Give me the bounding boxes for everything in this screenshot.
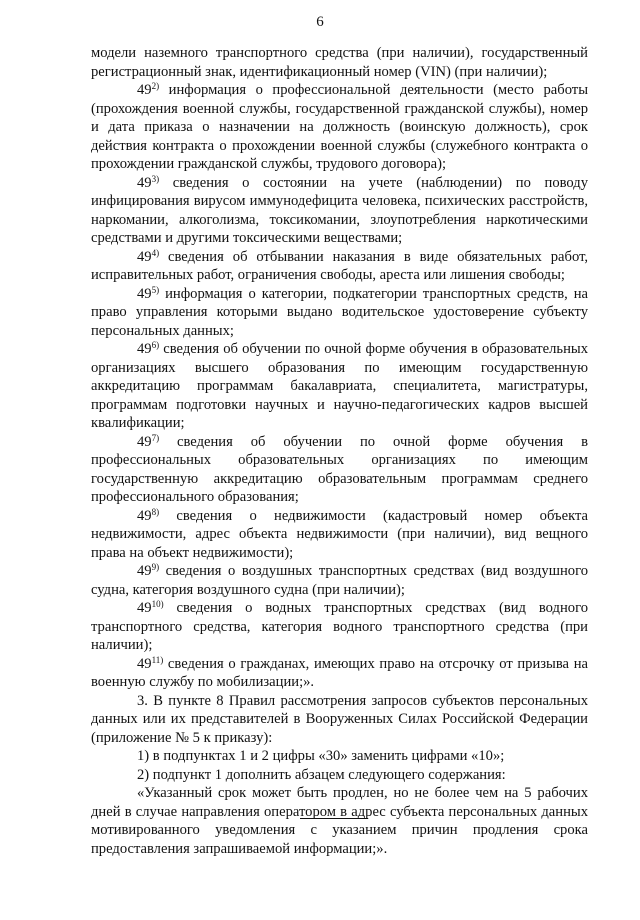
paragraph (91, 784, 588, 858)
paragraph-text: информация о профессиональной деятельности (место работы (прохождения военной службы, государственной гражданской службы), номер и дата приказа о назначении на должность (воинскую должность), срок действия контракта о прохождении военной службы (служебного контракта о прохождении гражданской службы, трудового договора); (91, 82, 588, 172)
paragraph (91, 562, 588, 599)
item-number: 49 (137, 507, 152, 524)
paragraph (91, 174, 588, 248)
item-superscript: 5) (151, 284, 160, 295)
paragraph (91, 248, 588, 285)
item-superscript: 7) (151, 432, 160, 443)
item-number: 49 (137, 433, 152, 450)
paragraph-text: «Указанный срок может быть продлен, но не более чем на 5 рабочих дней в случае направления оператором в адрес субъекта персональных данных мотивированного уведомления с указанием причин продления срока предоставления запрашиваемой информации;». (91, 785, 588, 857)
paragraph-text: информация о категории, подкатегории транспортных средств, на право управления которыми выдано водительское удостоверение субъекту персональных данных; (91, 285, 588, 339)
item-superscript: 10) (151, 599, 164, 609)
item-superscript: 11) (151, 654, 164, 665)
paragraph (91, 766, 588, 785)
item-superscript: 4) (151, 247, 160, 258)
item-number: 49 (137, 600, 152, 616)
paragraph-text: 3. В пункте 8 Правил рассмотрения запросов субъектов персональных данных или их представителей в Вооруженных Силах Российской Федерации (приложение № 5 к приказу): (91, 692, 588, 746)
item-superscript: 6) (151, 340, 160, 350)
item-number: 49 (137, 563, 152, 579)
paragraph-text: сведения о гражданах, имеющих право на отсрочку от призыва на военную службу по мобилизации;». (91, 655, 588, 690)
paragraph-text: сведения об обучении по очной форме обучения в образовательных организациях высшего образования по имеющим государственную аккредитацию программам бакалавриата, специалитета, магистратуры, программам подготовки научных и научно-педагогических кадров высшей квалификации; (91, 341, 588, 431)
paragraph (91, 599, 588, 655)
paragraph (91, 655, 588, 692)
item-number: 49 (137, 341, 152, 357)
paragraph-text: сведения о недвижимости (кадастровый номер объекта недвижимости, адрес объекта недвижимости (при наличии), вид вещного права на объект недвижимости); (91, 507, 588, 561)
end-rule (300, 818, 368, 819)
paragraph-text: сведения об отбывании наказания в виде обязательных работ, исправительных работ, ограничения свободы, ареста или лишения свободы; (91, 248, 588, 283)
paragraph (91, 747, 588, 766)
paragraph-text: модели наземного транспортного средства (при наличии), государственный регистрационный знак, идентификационный номер (VIN) (при наличии); (91, 45, 588, 80)
paragraph (91, 44, 588, 81)
document-body (91, 44, 588, 858)
item-superscript: 9) (151, 562, 160, 572)
paragraph-text: сведения об обучении по очной форме обучения в профессиональных образовательных организациях по имеющим государственную аккредитацию образовательным программам среднего профессионального образования; (91, 433, 588, 505)
paragraph (91, 285, 588, 341)
paragraph (91, 507, 588, 563)
paragraph (91, 340, 588, 433)
item-number: 49 (137, 248, 152, 265)
item-superscript: 2) (151, 81, 160, 91)
paragraph-text: сведения о водных транспортных средствах (вид водного транспортного средства, категория водного транспортного средства (при наличии); (91, 600, 588, 653)
paragraph (91, 81, 588, 174)
item-number: 49 (137, 82, 152, 98)
item-superscript: 3) (151, 173, 160, 184)
paragraph (91, 433, 588, 507)
page-number: 6 (316, 14, 324, 30)
paragraph-text: сведения о воздушных транспортных средствах (вид воздушного судна, категория воздушного судна (при наличии); (91, 563, 588, 598)
paragraph-text: сведения о состоянии на учете (наблюдении) по поводу инфицирования вирусом иммунодефицита человека, психических расстройств, наркомании, алкоголизма, токсикомании, злоупотребления наркотическими средствами и другими токсическими веществами; (91, 174, 588, 246)
item-number: 49 (137, 285, 152, 302)
item-number: 49 (137, 174, 152, 191)
paragraph-text: 1) в подпунктах 1 и 2 цифры «30» заменить цифрами «10»; (137, 748, 505, 764)
item-number: 49 (137, 655, 152, 672)
paragraph-text: 2) подпункт 1 дополнить абзацем следующего содержания: (137, 766, 506, 783)
paragraph (91, 692, 588, 748)
item-superscript: 8) (151, 506, 160, 517)
